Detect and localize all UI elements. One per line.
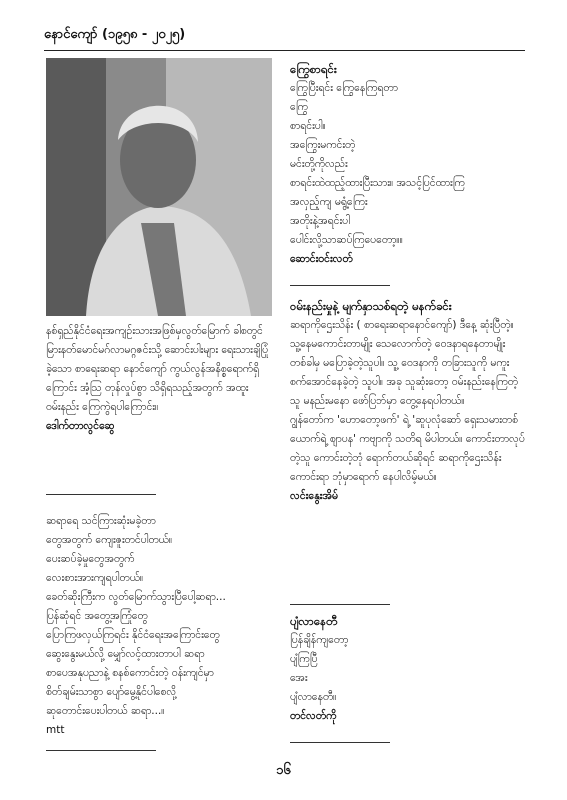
tribute-2-line: ပြန်ဆုံရင် အတွေ့အကြုံတွေ (46, 610, 148, 622)
poem-2-author: လင်းနွေးအိမ် (290, 490, 338, 502)
poem-3-line: အေး (290, 672, 308, 684)
poem-1-line: ပေါင်းလို့သာဆပ်ကြပေတော့။။ (290, 234, 403, 246)
tribute-2-line: ဆွေးနွေးမယ်လို့ မျှော်လင့်ထားတာပါ ဆရာ (46, 648, 205, 660)
tribute-1 (46, 322, 274, 436)
running-header: နောင်ကျော် (၁၉၅၈ - ၂၀၂၅) (44, 26, 525, 51)
page-number: ၁၆ (276, 763, 291, 778)
author-portrait-photo (46, 58, 272, 316)
tribute-2-line: စာပေအနုပညာနဲ့ စနစ်ကောင်းတဲ့ ဝန်းကျင်မှာ (46, 667, 214, 679)
tribute-2-line: ခေတ်ဆိုးကြီးက လွတ်မြောက်သွားပြီပေါ့ဆရာ... (46, 591, 226, 603)
section-divider (46, 494, 156, 495)
poem-1-author: ဆောင်းဝင်းလတ် (290, 253, 353, 265)
section-divider (290, 285, 390, 286)
poem-1 (290, 60, 525, 269)
section-divider (290, 742, 390, 743)
tribute-2 (46, 512, 274, 740)
poem-1-line: မင်းတို့ကိုလည်း (290, 158, 348, 170)
poem-3 (290, 612, 525, 726)
tribute-1-body: နစ်ရှည်နိုင်ငံရေးအကျဉ်းသားအဖြစ်မှလွတ်မြောက် ခါစတွင် မြားနတ်မောင်မဂ်လာမဂ္ဂဇင်းသို့ ဆောင်းပါးများ ရေးသားချိပြုံခဲ့သော စာရေးဆရာ နောင်ကျော် ကွယ်လွန်အနိစ္စရောက်ရှိကြောင်း အံ့သြ တုန်လှုပ်စွာ သိရှိရသည့်အတွက် အထူးဝမ်းနည်း ကြေကွဲရပါကြောင်း။ (46, 325, 269, 413)
poem-2-body-2: ဂျွန်တော်က 'ဟောတော့ဖက်' ရဲ့ 'ဆူပုလုံဆော် ရှေးသမားတစ်ယောက်ရဲ့ စျာပန' ကဗျာကို သတိရ မိပါတယ်။ ကောင်းတာလုပ်တဲ့သူ ကောင်းတဲ့ဘုံ ရောက်တယ်ဆိုရင် ဆရာကိုဌေးသိန်း ကောင်းရာ ဘုံမှာရောက် နေပါလိမ့်မယ်။ (290, 414, 525, 483)
poem-2-title: ဝမ်းနည်းမှုနဲ့ မျက်နှာသစ်ရတဲ့ မနက်ခင်း (290, 299, 452, 313)
poem-1-line: အလှည့်ကျ မရွံ့ကြေး (290, 196, 368, 208)
section-divider (46, 750, 156, 751)
section-divider (290, 604, 390, 605)
poem-1-title: ကြွေစာရင်း (290, 62, 337, 76)
poem-1-line: စာရင်းပါ။ (290, 120, 326, 132)
poem-2-body: ဆရာကိုဌေးသိန်း ( စာရေးဆရာနောင်ကျော်) ဒီနေ့ ဆုံးပြီတဲ့။ သူ့နေမကောင်းတာမျိုး သေလောက်တဲ့ ဝေဒနာရနေတာမျိုး တစ်ခါမှ မပြောခဲ့တဲ့သူပါ။ သူ့ ဝေဒနာကို တခြားသူကို မကူးစက်အောင်နေခဲ့တဲ့ သူပါ။ အခု သူဆုံးတော့ ဝမ်းနည်းနေကြတဲ့သူ မနည်းမနော ဖော်ပြဘ်မှာ တွေ့နေရပါတယ်။ (290, 319, 518, 407)
poem-1-line: အကြွေးမကင်းတဲ့ (290, 139, 356, 151)
poem-3-title: ပျံလာနေတီ (290, 614, 338, 628)
poem-2 (290, 297, 525, 506)
tribute-2-line: တွေအတွက် ကျေးဇူးတင်ပါတယ်။ (46, 534, 173, 546)
poem-1-line: အတိုးနဲ့အရင်းပါ (290, 215, 350, 227)
poem-1-line: ကြွေပြီးရင်း ကြွေနေကြရတာ (290, 82, 398, 94)
poem-1-line: ကြွေ (290, 101, 308, 113)
tribute-1-author: ဒေါက်တာလွင်ဆွေ (46, 420, 115, 432)
poem-3-line: ပျံကြပြီ (290, 653, 318, 665)
poem-3-line: ပြန်ချိန်ကျတော့ (290, 634, 349, 646)
poem-3-author: တင်လတ်ကို (290, 710, 337, 722)
tribute-2-line: လေးစားအားကျရပါတယ်။ (46, 572, 144, 584)
tribute-2-author: mtt (46, 724, 65, 736)
poem-3-line: ပျံလာနေတီ။ (290, 691, 337, 703)
tribute-2-line: ဆရာရေ သင်ကြားဆုံးမခဲ့တာ (46, 515, 156, 527)
tribute-2-line: ပြောကြဖလှယ်ကြရင်း နိုင်ငံရေးအကြောင်းတွေ (46, 629, 220, 641)
tribute-2-line: ပေးဆပ်ခဲ့မှုတွေအတွက် (46, 553, 135, 565)
tribute-2-line: စိတ်ချမ်းသာစွာ ပျော်မွေ့နိုင်ပါစေလို့ (46, 686, 177, 698)
poem-1-line: စာရင်းထဲထည့်ထားပြီးသား။ အသင့်ပြင်ထားကြ (290, 177, 465, 189)
tribute-2-line: ဆုတောင်းပေးပါတယ် ဆရာ...။ (46, 705, 165, 717)
